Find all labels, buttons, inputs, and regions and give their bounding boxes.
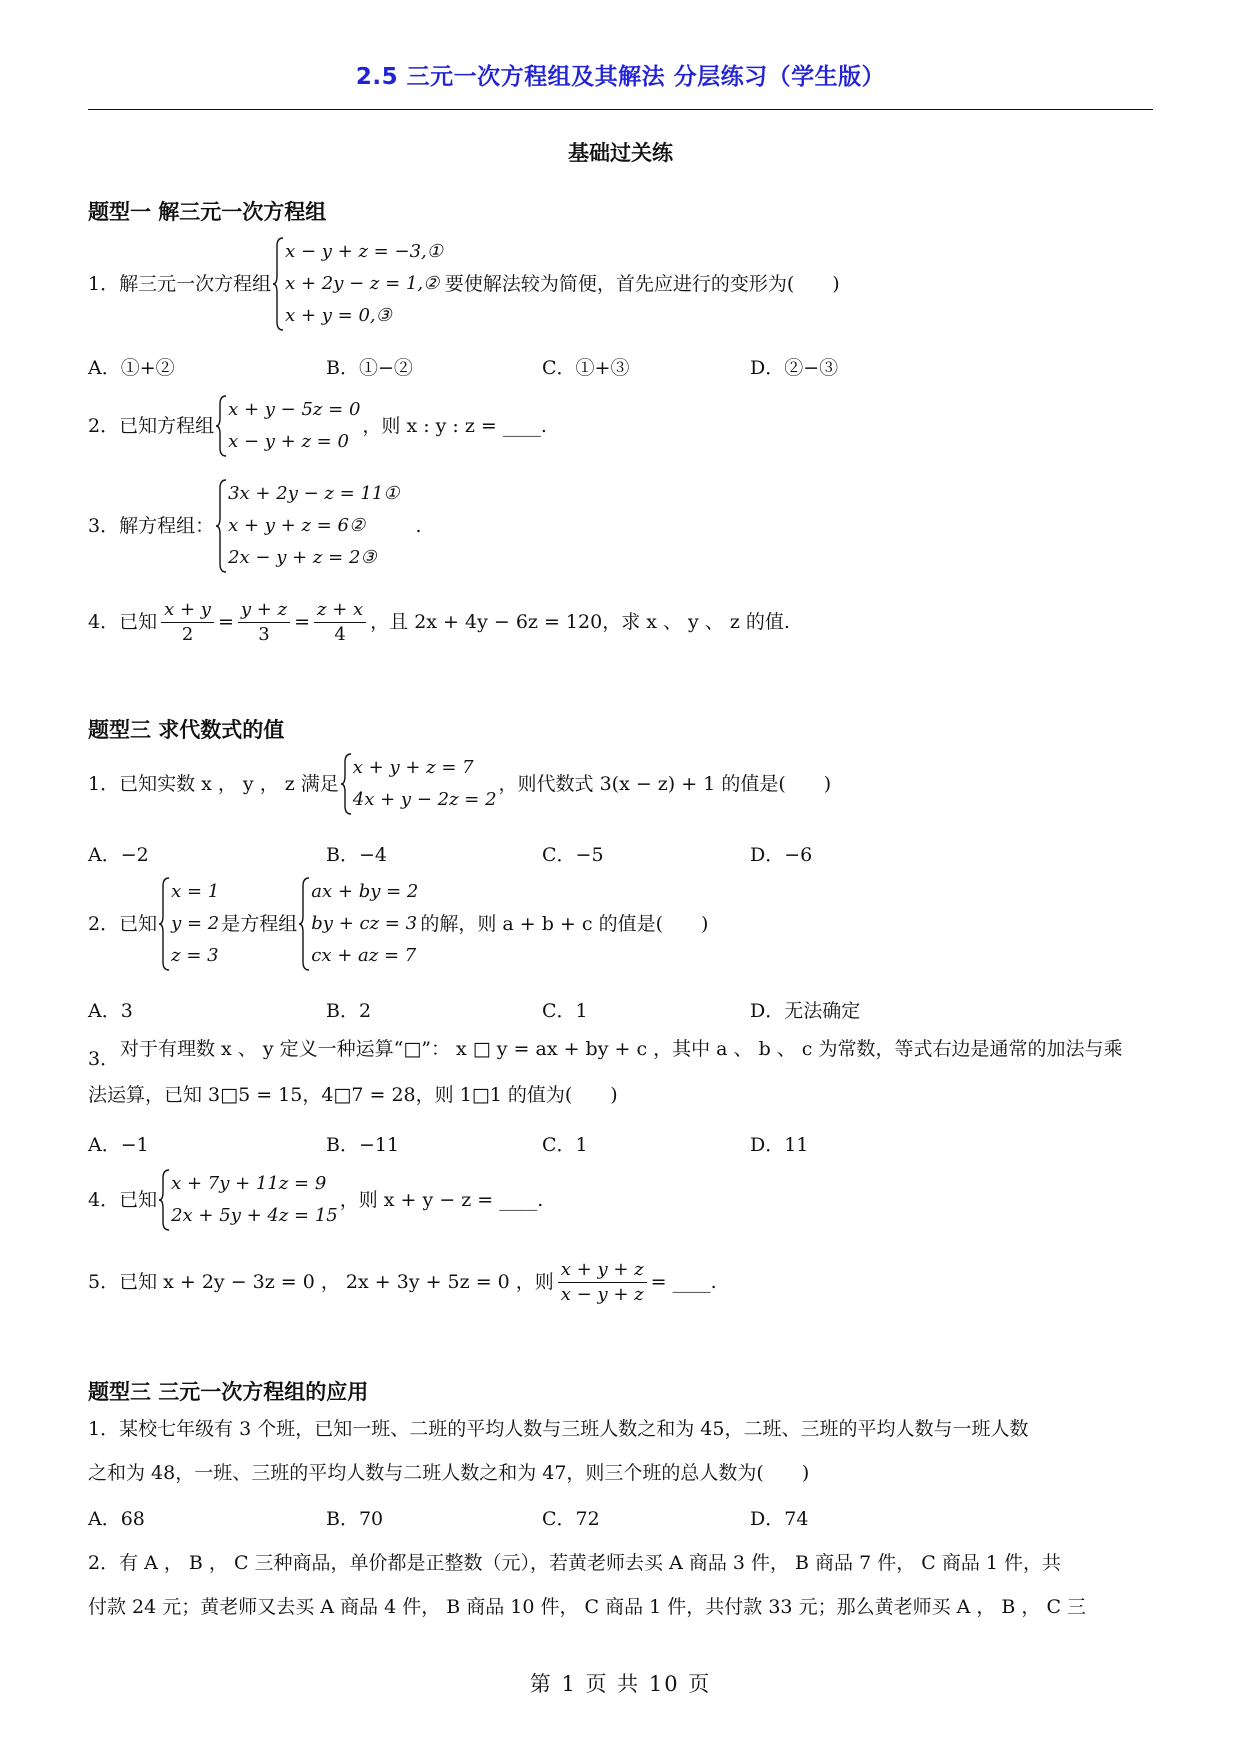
question-2-2 [88, 876, 708, 972]
option-d: D．②−③ [750, 357, 839, 379]
option-b: B．−11 [326, 1134, 400, 1156]
equation-row: x + y = 0,③ [285, 305, 392, 326]
question-number: 2． [88, 913, 120, 935]
question-text: ，则 x : y : z = ____. [362, 415, 547, 437]
question-text: ，则 x + y − z = ____. [339, 1189, 544, 1211]
question-3-1-line-2: 之和为 48，一班、三班的平均人数与二班人数之和为 47，则三个班的总人数为( ) [88, 1462, 810, 1484]
option-c: C．−5 [542, 844, 604, 866]
question-2-1 [88, 752, 831, 816]
equation-row: cx + az = 7 [311, 945, 417, 966]
question-3-2-line-2: 付款 24 元；黄老师又去买 A 商品 4 件， B 商品 10 件， C 商品 1 件，共付款 33 元；那么黄老师买 A ， B ， C 三 [88, 1596, 1087, 1618]
question-prefix: 已知 [119, 1189, 158, 1211]
section-heading-3: 题型三 三元一次方程组的应用 [88, 1380, 369, 1404]
option-d: D．−6 [750, 844, 813, 866]
fraction-numerator: z + x [314, 598, 366, 623]
question-1-4 [88, 594, 790, 650]
equation-row: x − y + z = −3,① [285, 241, 443, 262]
question-prefix: 已知 [119, 913, 158, 935]
question-number: 1． [88, 273, 120, 295]
option-c: C．①+③ [542, 357, 630, 379]
equation-row: 4x + y − 2z = 2 [352, 789, 497, 810]
question-prefix: 解三元一次方程组 [119, 273, 272, 295]
question-prefix: 已知实数 x ， y ， z 满足 [119, 773, 339, 795]
question-text: ，且 2x + 4y − 6z = 120，求 x 、 y 、 z 的值. [370, 611, 790, 633]
equation-row: 3x + 2y − z = 11① [228, 483, 400, 504]
option-a: A．68 [88, 1508, 145, 1530]
fraction-denominator: 4 [334, 623, 346, 645]
option-b: B．70 [326, 1508, 384, 1530]
option-d: D．11 [750, 1134, 809, 1156]
fraction-denominator: 3 [258, 623, 270, 645]
option-a: A．①+② [88, 357, 175, 379]
fraction-numerator: y + z [238, 598, 290, 623]
level-heading: 基础过关练 [568, 141, 673, 165]
question-2-3-line-1: 对于有理数 x 、 y 定义一种运算“□”： x □ y = ax + by + c ，其中 a 、 b 、 c 为常数，等式右边是通常的加法与乘 [120, 1038, 1123, 1060]
option-c: C．1 [542, 1000, 588, 1022]
equation-row: by + cz = 3 [311, 913, 418, 934]
fraction-numerator: x + y [161, 598, 214, 623]
option-a: A．3 [88, 1000, 133, 1022]
equation-row: x + y + z = 7 [352, 757, 474, 778]
fraction-denominator: x − y + z [560, 1283, 644, 1305]
option-d: D．无法确定 [750, 1000, 861, 1022]
title-rule [88, 109, 1153, 110]
left-brace-icon [216, 478, 228, 574]
equation-system [273, 236, 443, 332]
question-number: 2． [88, 415, 120, 437]
fraction [238, 598, 290, 647]
equation-row: x − y + z = 0 [228, 431, 349, 452]
question-number: 3． [88, 1048, 120, 1070]
question-text: 要使解法较为简便，首先应进行的变形为( ) [444, 273, 840, 295]
left-brace-icon [273, 236, 285, 332]
option-d: D．74 [750, 1508, 809, 1530]
fraction-numerator: x + y + z [558, 1258, 647, 1283]
question-3-2-line-1: 2．有 A ， B ， C 三种商品，单价都是正整数（元），若黄老师去买 A 商品 3 件， B 商品 7 件， C 商品 1 件，共 [88, 1552, 1062, 1574]
question-number: 5． [88, 1271, 120, 1293]
question-text: 的解，则 a + b + c 的值是( ) [420, 913, 709, 935]
question-2-5 [88, 1254, 717, 1310]
question-number: 3． [88, 515, 120, 537]
left-brace-icon [299, 876, 311, 972]
equation-row: z = 3 [171, 945, 219, 966]
equation-row: x + y − 5z = 0 [228, 399, 361, 420]
option-a: A．−1 [88, 1134, 149, 1156]
question-number: 4． [88, 611, 120, 633]
question-text: 是方程组 [221, 913, 298, 935]
section-heading-1: 题型一 解三元一次方程组 [88, 200, 327, 224]
equation-row: 2x + 5y + 4z = 15 [171, 1205, 338, 1226]
option-c: C．72 [542, 1508, 600, 1530]
document-title: 2.5 三元一次方程组及其解法 分层练习（学生版） [355, 64, 886, 90]
equation-system [216, 394, 360, 458]
equation-row: x + 2y − z = 1,② [285, 273, 440, 294]
question-number: 1． [88, 773, 120, 795]
fraction [558, 1258, 647, 1307]
question-prefix: 已知 [119, 611, 158, 633]
fraction-denominator: 2 [181, 623, 194, 645]
equation-system [216, 478, 399, 574]
equation-row: x = 1 [171, 881, 220, 902]
question-1-3 [88, 478, 421, 574]
question-1-1 [88, 236, 840, 332]
equation-system [341, 752, 497, 816]
left-brace-icon [159, 1168, 171, 1232]
left-brace-icon [341, 752, 353, 816]
equation-row: y = 2 [171, 913, 220, 934]
option-b: B．①−② [326, 357, 413, 379]
equation-system [159, 1168, 338, 1232]
left-brace-icon [216, 394, 228, 458]
question-prefix: 解方程组： [119, 515, 215, 537]
option-b: B．2 [326, 1000, 372, 1022]
question-text: = ____. [650, 1271, 717, 1293]
option-a: A．−2 [88, 844, 149, 866]
question-2-4 [88, 1168, 543, 1232]
question-prefix: 已知 x + 2y − 3z = 0 ， 2x + 3y + 5z = 0 ，则 [119, 1271, 554, 1293]
section-heading-2: 题型三 求代数式的值 [88, 718, 285, 742]
question-text: . [415, 515, 422, 537]
question-prefix: 已知方程组 [119, 415, 215, 437]
equals-sign: = [217, 611, 234, 633]
fraction [314, 598, 366, 647]
solution-system [159, 876, 219, 972]
equation-row: 2x − y + z = 2③ [228, 547, 377, 568]
fraction [161, 598, 214, 647]
equation-row: x + y + z = 6② [228, 515, 366, 536]
question-text: ，则代数式 3(x − z) + 1 的值是( ) [498, 773, 832, 795]
equation-system [299, 876, 418, 972]
left-brace-icon [159, 876, 171, 972]
option-c: C．1 [542, 1134, 588, 1156]
page-footer: 第 1 页 共 10 页 [529, 1672, 712, 1696]
option-b: B．−4 [326, 844, 387, 866]
question-1-2 [88, 394, 547, 458]
equation-row: ax + by = 2 [311, 881, 419, 902]
question-3-1-line-1: 1．某校七年级有 3 个班，已知一班、二班的平均人数与三班人数之和为 45，二班、三班的平均人数与一班人数 [88, 1418, 1029, 1440]
equals-sign: = [294, 611, 310, 633]
question-number: 4． [88, 1189, 120, 1211]
equation-row: x + 7y + 11z = 9 [171, 1173, 327, 1194]
question-2-3-line-2: 法运算，已知 3□5 = 15，4□7 = 28，则 1□1 的值为( ) [88, 1084, 618, 1106]
